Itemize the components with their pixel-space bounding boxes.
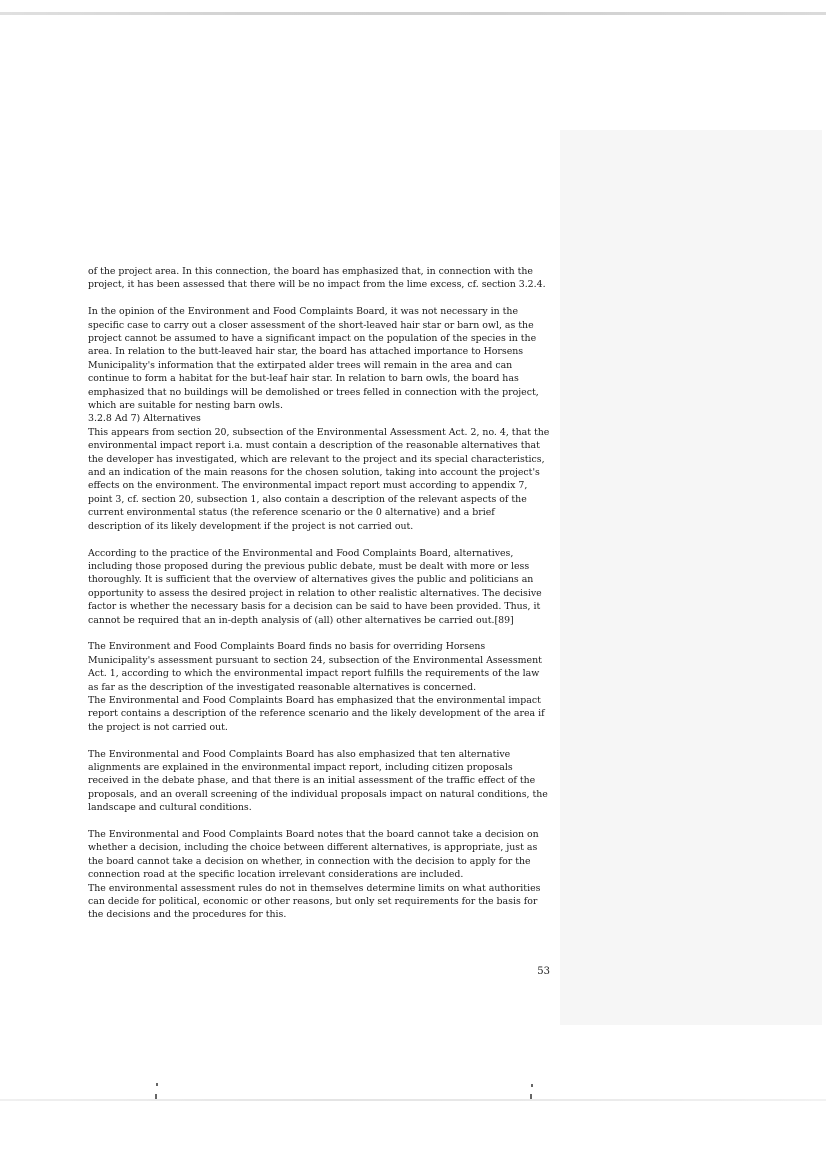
scan-top-edge bbox=[0, 12, 826, 15]
paragraph: The Environmental and Food Complaints Board has also emphasized that ten alternative alignments are explained in the environmental impact report, including citizen proposals received in the debate phase, and that there is an initial assessment of the traffic effect of the proposals, and an overall screening of the individual proposals impact on natural conditions, the landscape and cultural conditions. bbox=[88, 748, 548, 814]
scan-mark bbox=[531, 1084, 533, 1087]
paragraph: In the opinion of the Environment and Food Complaints Board, it was not necessary in the specific case to carry out a closer assessment of the short-leaved hair star or barn owl, as the project cannot be assumed to have a significant impact on the population of the species in the area. In relation to the butt-leaved hair star, the board has attached importance to Horsens Municipality's information that the extirpated alder trees will remain in the area and can continue to form a habitat for the but-leaf hair star. In relation to barn owls, the board has emphasized that no buildings will be demolished or trees felled in connection with the project, which are suitable for nesting barn owls. bbox=[88, 306, 539, 412]
section-heading: 3.2.8 Ad 7) Alternatives bbox=[88, 413, 201, 425]
paragraph: The Environmental and Food Complaints Board has emphasized that the environmental impact report contains a description of the reference scenario and the likely development of the area if the project is not carried out. bbox=[88, 694, 545, 733]
document-body bbox=[88, 265, 550, 922]
page-number: 53 bbox=[537, 966, 550, 977]
scan-bottom-edge bbox=[0, 1099, 826, 1101]
paragraph: The Environment and Food Complaints Board finds no basis for overriding Horsens Municipality's assessment pursuant to section 24, subsection of the Environmental Assessment Act. 1, according to which the environmental impact report fulfills the requirements of the law as far as the description of the investigated reasonable alternatives is concerned. bbox=[88, 641, 542, 693]
scan-mark bbox=[156, 1083, 158, 1086]
paragraph: The environmental assessment rules do not in themselves determine limits on what authorities can decide for political, economic or other reasons, but only set requirements for the basis for the decisions and the procedures for this. bbox=[88, 882, 541, 921]
paragraph: The Environmental and Food Complaints Board notes that the board cannot take a decision on whether a decision, including the choice between different alternatives, is appropriate, just as the board cannot take a decision on whether, in connection with the decision to apply for the connection road at the specific location irrelevant considerations are included. bbox=[88, 828, 539, 881]
paragraph: According to the practice of the Environmental and Food Complaints Board, alternatives, including those proposed during the previous public debate, must be dealt with more or less thoroughly. It is sufficient that the overview of alternatives gives the public and politicians an opportunity to assess the desired project in relation to other realistic alternatives. The decisive factor is whether the necessary basis for a decision can be said to have been provided. Thus, it cannot be required that an in-depth analysis of (all) other alternatives be carried out.[89] bbox=[88, 547, 542, 626]
scan-shadow-region bbox=[560, 130, 822, 1025]
paragraph: of the project area. In this connection, the board has emphasized that, in connection with the project, it has been assessed that there will be no impact from the lime excess, cf. section 3.2.4. bbox=[88, 266, 546, 291]
paragraph: This appears from section 20, subsection of the Environmental Assessment Act. 2, no. 4, that the environmental impact report i.a. must contain a description of the reasonable alternatives that the developer has investigated, which are relevant to the project and its special characteristics, and an indication of the main reasons for the chosen solution, taking into account the project's effects on the environment. The environmental impact report must according to appendix 7, point 3, cf. section 20, subsection 1, also contain a description of the relevant aspects of the current environmental status (the reference scenario or the 0 alternative) and a brief description of its likely development if the project is not carried out. bbox=[88, 426, 550, 532]
